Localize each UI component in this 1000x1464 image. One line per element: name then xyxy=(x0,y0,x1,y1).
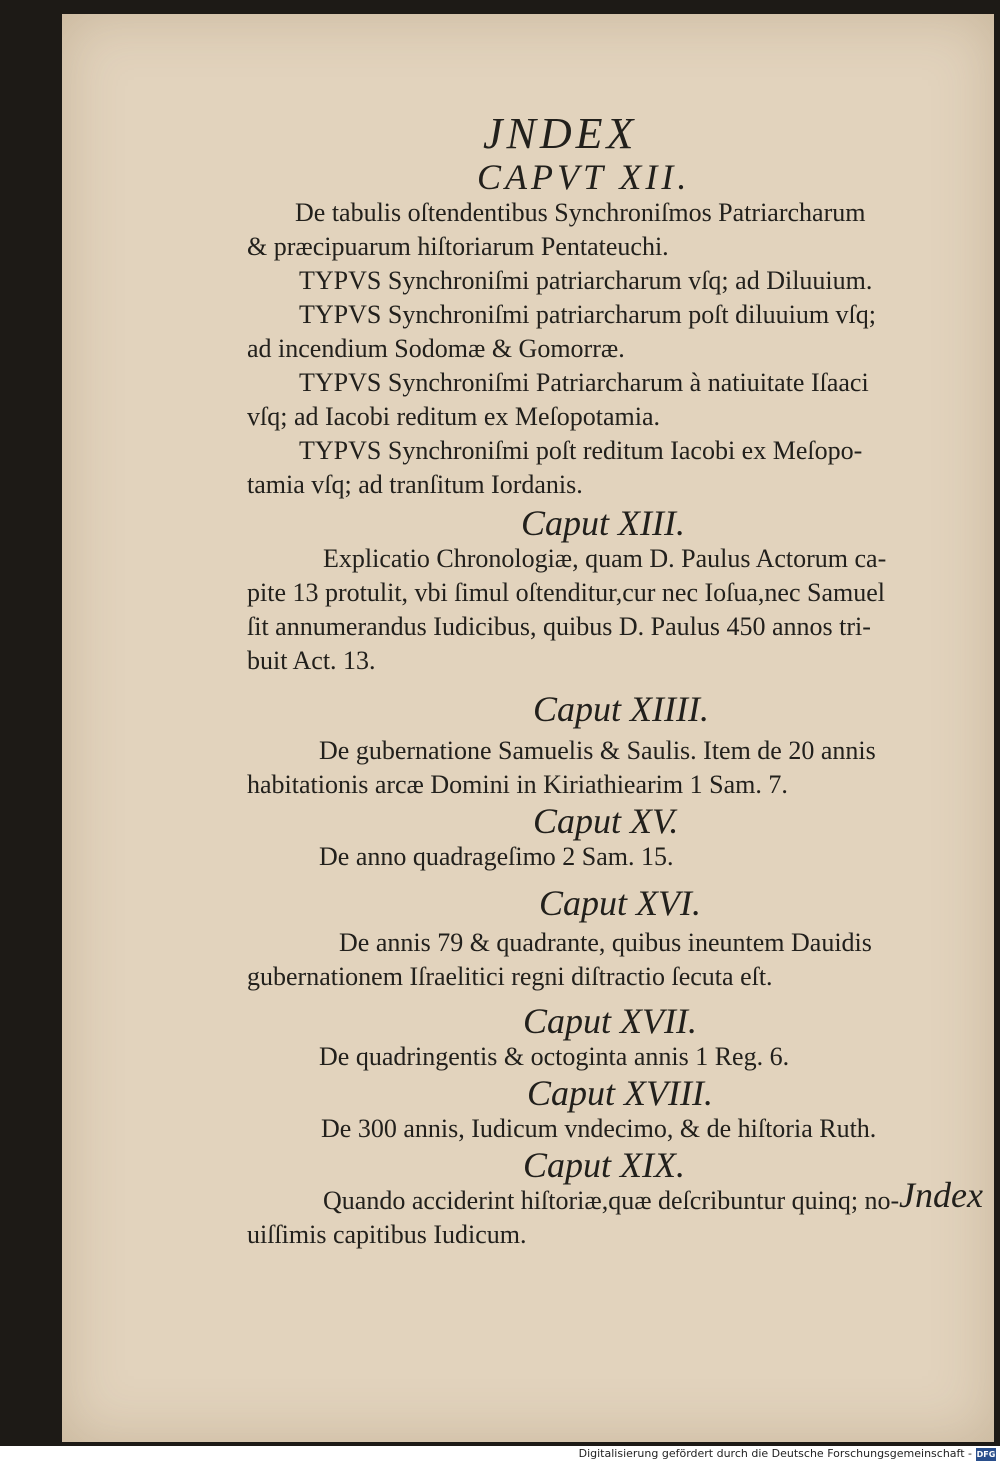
index-entry xyxy=(247,366,1000,434)
index-entry xyxy=(247,196,1000,264)
index-entry xyxy=(247,1112,1000,1146)
entry-line: ſit annumerandus Iudicibus, quibus D. Paulus 450 annos tri- xyxy=(247,612,871,641)
section-title: CAPVT XII. xyxy=(477,157,691,197)
entry-line: TYPVS Synchroniſmi poſt reditum Iacobi ex Meſopo- xyxy=(299,436,863,465)
section-title: Caput XIIII. xyxy=(533,689,709,729)
entry-line: Explicatio Chronologiæ, quam D. Paulus Actorum ca- xyxy=(323,544,887,573)
index-entry xyxy=(247,1184,1000,1252)
dfg-logo-icon: DFG xyxy=(976,1450,996,1459)
index-heading: JNDEX xyxy=(483,109,638,158)
section-title: Caput XVI. xyxy=(539,883,701,923)
index-entry xyxy=(247,926,1000,994)
footer-credit: Digitalisierung gefördert durch die Deutsche Forschungsgemeinschaft - xyxy=(578,1447,972,1460)
entry-line: pite 13 protulit, vbi ſimul oſtenditur,cur nec Ioſua,nec Samuel xyxy=(247,578,885,607)
entry-line: uiſſimis capitibus Iudicum. xyxy=(247,1220,527,1249)
catchword: Jndex xyxy=(899,1175,983,1215)
index-text-block xyxy=(247,110,1000,1252)
index-entry xyxy=(247,1040,1000,1074)
entry-line: TYPVS Synchroniſmi Patriarcharum à natiuitate Iſaaci xyxy=(299,368,869,397)
entry-line: Quando acciderint hiſtoriæ,quæ deſcribuntur quinq; no- xyxy=(323,1186,900,1215)
index-entry xyxy=(247,434,1000,502)
section-title: Caput XVII. xyxy=(523,1001,697,1041)
index-entry xyxy=(247,542,1000,678)
section-title: Caput XIX. xyxy=(523,1145,685,1185)
entry-line: habitationis arcæ Domini in Kiriathiearim 1 Sam. 7. xyxy=(247,770,788,799)
entry-line: De 300 annis, Iudicum vndecimo, & de hiſtoria Ruth. xyxy=(321,1114,877,1143)
index-entry xyxy=(247,734,1000,802)
entry-line: De annis 79 & quadrante, quibus ineuntem Dauidis xyxy=(339,928,872,957)
entry-line: De tabulis oſtendentibus Synchroniſmos Patriarcharum xyxy=(295,198,866,227)
entry-line: De anno quadrageſimo 2 Sam. 15. xyxy=(319,842,674,871)
entry-line: buit Act. 13. xyxy=(247,646,376,675)
footer-bar xyxy=(0,1446,1000,1464)
entry-line: TYPVS Synchroniſmi patriarcharum vſq; ad Diluuium. xyxy=(299,266,873,295)
entry-line: TYPVS Synchroniſmi patriarcharum poſt diluuium vſq; xyxy=(299,300,877,329)
section-title: Caput XVIII. xyxy=(527,1073,713,1113)
book-page xyxy=(62,14,994,1442)
entry-line: De quadringentis & octoginta annis 1 Reg. 6. xyxy=(319,1042,790,1071)
section-title: Caput XIII. xyxy=(521,503,685,543)
entry-line: & præcipuarum hiſtoriarum Pentateuchi. xyxy=(247,232,669,261)
section-title: Caput XV. xyxy=(533,801,679,841)
entry-line: De gubernatione Samuelis & Saulis. Item de 20 annis xyxy=(319,736,876,765)
entry-line: tamia vſq; ad tranſitum Iordanis. xyxy=(247,470,583,499)
index-entry xyxy=(247,264,1000,298)
index-entry xyxy=(247,840,1000,874)
entry-line: vſq; ad Iacobi reditum ex Meſopotamia. xyxy=(247,402,660,431)
entry-line: gubernationem Iſraelitici regni diſtractio ſecuta eſt. xyxy=(247,962,773,991)
entry-line: ad incendium Sodomæ & Gomorræ. xyxy=(247,334,625,363)
index-entry xyxy=(247,298,1000,366)
